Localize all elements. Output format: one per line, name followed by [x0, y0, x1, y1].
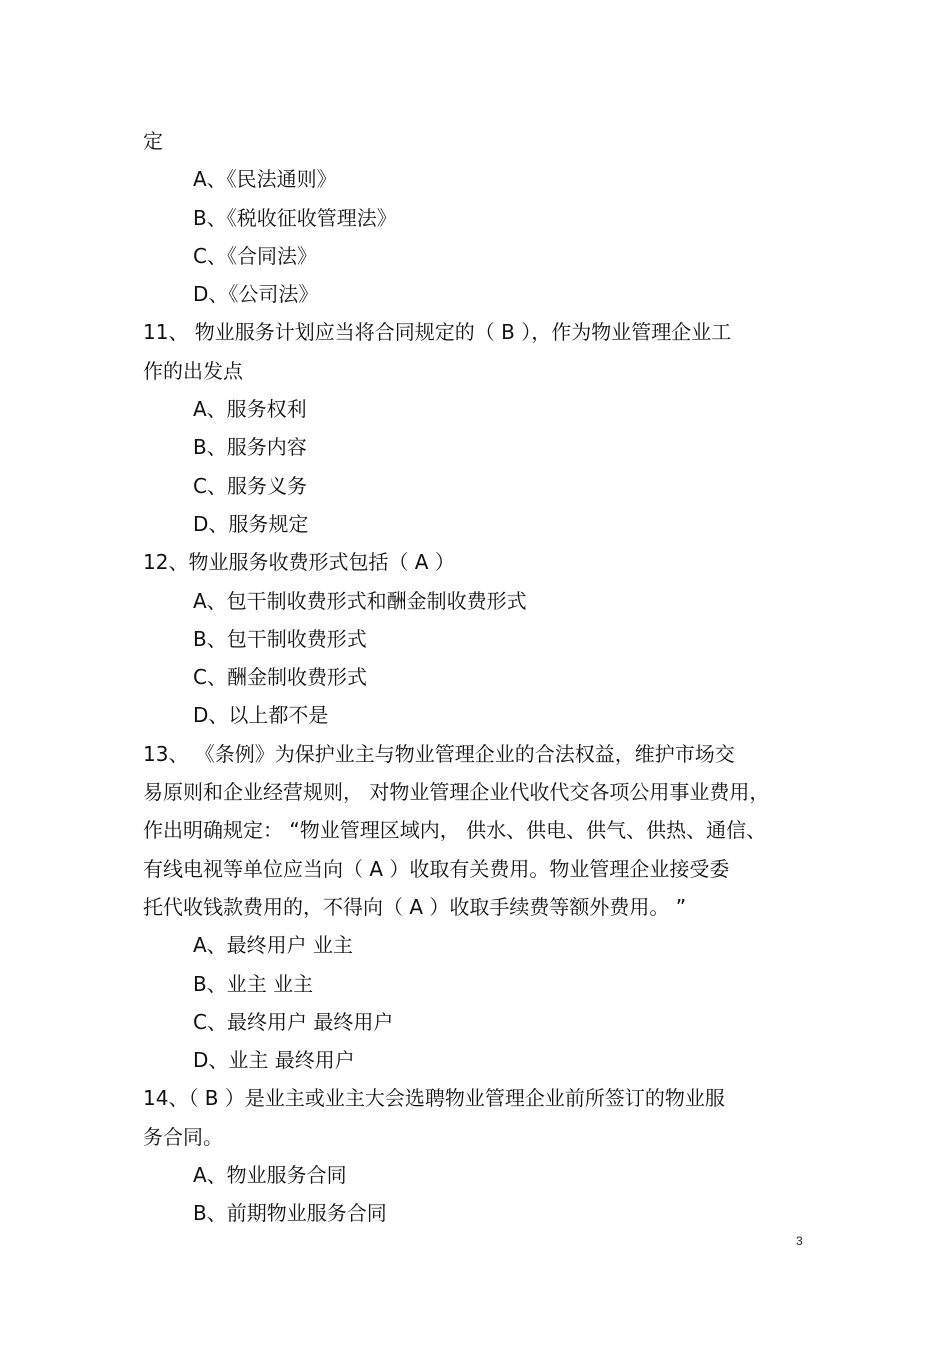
answer-option: A、《民法通则》 — [193, 167, 337, 192]
question-text-line: 13、 《条例》为保护业主与物业管理企业的合法权益，维护市场交 — [143, 741, 735, 766]
question-text-line: 作出明确规定： “物业管理区域内， 供水、供电、供气、供热、通信、 — [143, 818, 767, 843]
answer-option: C、《合同法》 — [193, 243, 317, 268]
answer-option: A、服务权利 — [193, 397, 307, 422]
answer-option: D、以上都不是 — [193, 703, 329, 728]
answer-option: A、最终用户 业主 — [193, 933, 354, 958]
answer-option: D、《公司法》 — [193, 282, 319, 307]
answer-option: A、包干制收费形式和酬金制收费形式 — [193, 588, 527, 613]
answer-option: B、包干制收费形式 — [193, 626, 367, 651]
question-text-line: 12、物业服务收费形式包括（ A ） — [143, 550, 455, 575]
question-text-line: 作的出发点 — [143, 358, 243, 383]
question-text-line: 务合同。 — [143, 1124, 223, 1149]
question-text-line: 定 — [143, 129, 163, 153]
answer-option: C、酬金制收费形式 — [193, 665, 367, 690]
answer-option: C、服务义务 — [193, 473, 307, 498]
question-text-line: 易原则和企业经营规则， 对物业管理企业代收代交各项公用事业费用， — [143, 780, 770, 805]
answer-option: D、业主 最终用户 — [193, 1048, 355, 1073]
answer-option: B、《税收征收管理法》 — [193, 205, 397, 230]
answer-option: A、物业服务合同 — [193, 1163, 347, 1188]
answer-option: D、服务规定 — [193, 511, 309, 536]
answer-option: C、最终用户 最终用户 — [193, 1009, 394, 1034]
document-body — [143, 122, 803, 1233]
answer-option: B、业主 业主 — [193, 971, 314, 996]
question-text-line: 11、 物业服务计划应当将合同规定的（ B ），作为物业管理企业工 — [143, 320, 732, 345]
question-text-line: 有线电视等单位应当向（ A ）收取有关费用。物业管理企业接受委 — [143, 856, 730, 881]
answer-option: B、前期物业服务合同 — [193, 1201, 387, 1226]
page-number: 3 — [796, 1234, 803, 1248]
question-text-line: 14、（ B ）是业主或业主大会选聘物业管理企业前所签订的物业服 — [143, 1086, 725, 1111]
answer-option: B、服务内容 — [193, 435, 307, 460]
question-text-line: 托代收钱款费用的，不得向（ A ）收取手续费等额外费用。 ” — [143, 894, 687, 919]
